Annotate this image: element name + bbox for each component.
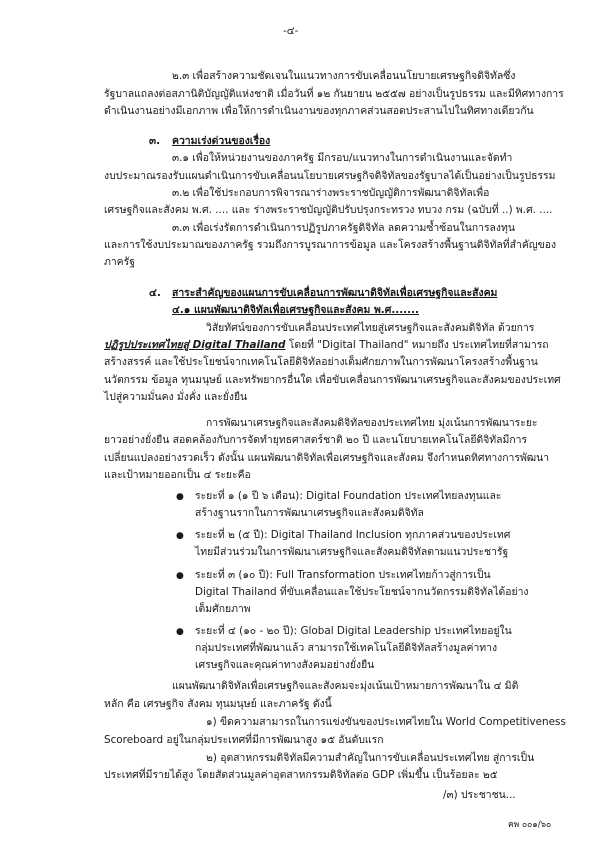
phase-line: ระยะที่ ๒ (๕ ปี): Digital Thailand Inclusion ทุกภาคส่วนของประเทศ <box>195 529 511 541</box>
phase-line: กลุ่มประเทศที่พัฒนาแล้ว สามารถใช้เทคโนโลยีดิจิทัลสร้างมูลค่าทาง <box>195 642 498 654</box>
bullet-icon: ● <box>176 571 184 581</box>
phase-line: ไทยมีส่วนร่วมในการพัฒนาเศรษฐกิจและสังคมดิจิทัลตามแนวประชารัฐ <box>195 546 509 558</box>
paragraph-line: ๓.๒ เพื่อใช้ประกอบการพิจารณาร่างพระราชบัญญัติการพัฒนาดิจิทัลเพื่อ <box>172 187 490 199</box>
section-number: ๓. <box>149 135 161 147</box>
continuation-text: /๓) ประชาชน... <box>443 789 516 801</box>
phase-line: ระยะที่ ๑ (๑ ปี ๖ เดือน): Digital Foundation ประเทศไทยลงทุนและ <box>195 490 502 502</box>
paragraph-text: โดยที่ "Digital Thailand" หมายถึง ประเทศไทยที่สามารถ <box>285 339 549 351</box>
paragraph-line: ดำเนินงานอย่างมีเอกภาพ เพื่อให้การดำเนินงานของทุกภาคส่วนสอดประสานไปในทิศทางเดียวกัน <box>104 105 534 117</box>
paragraph-line: งบประมาณรองรับแผนดำเนินการขับเคลื่อนนโยบายเศรษฐกิจดิจิทัลของรัฐบาลได้เป็นอย่างเป็นรูปธรรม <box>104 170 556 182</box>
paragraph-line: เปลี่ยนแปลงอย่างรวดเร็ว ดังนั้น แผนพัฒนาดิจิทัลเพื่อเศรษฐกิจและสังคม จึงกำหนดทิศทางการพัฒนา <box>104 452 550 464</box>
subsection-heading: ๔.๑ แผนพัฒนาดิจิทัลเพื่อเศรษฐกิจและสังคม พ.ศ....... <box>172 304 419 316</box>
paragraph-line <box>104 338 549 353</box>
paragraph-line: ภาครัฐ <box>104 256 135 268</box>
paragraph-line: นวัตกรรม ข้อมูล ทุนมนุษย์ และทรัพยากรอื่นใด เพื่อขับเคลื่อนการพัฒนาเศรษฐกิจและสังคมของประเทศ <box>104 374 561 386</box>
paragraph-line: ๑) ขีดความสามารถในการแข่งขันของประเทศไทยใน World Competitiveness <box>206 716 566 728</box>
paragraph-line: Scoreboard อยู่ในกลุ่มประเทศที่มีการพัฒนาสูง ๑๕ อันดับแรก <box>104 734 384 746</box>
phase-line: ระยะที่ ๔ (๑๐ - ๒๐ ปี): Global Digital Leadership ประเทศไทยอยู่ใน <box>195 625 512 637</box>
paragraph-line: ยาวอย่างยั่งยืน สอดคล้องกับการจัดทำยุทธศาสตร์ชาติ ๒๐ ปี และนโยบายเทคโนโลยีดิจิทัลมีการ <box>104 434 528 446</box>
page-number: -๔- <box>283 25 299 37</box>
paragraph-line: สร้างสรรค์ และใช้ประโยชน์จากเทคโนโลยีดิจิทัลอย่างเต็มศักยภาพในการพัฒนาโครงสร้างพื้นฐาน <box>104 356 538 368</box>
phase-line: Digital Thailand ที่ขับเคลื่อนและใช้ประโยชน์จากนวัตกรรมดิจิทัลได้อย่าง <box>195 586 529 598</box>
section-heading: ความเร่งด่วนของเรื่อง <box>172 135 271 147</box>
paragraph-line: ไปสู่ความมั่นคง มั่งคั่ง และยั่งยืน <box>104 391 248 403</box>
paragraph-line: และเป้าหมายออกเป็น ๔ ระยะคือ <box>104 469 251 481</box>
paragraph-line: และการใช้งบประมาณของภาครัฐ รวมถึงการบูรณาการข้อมูล และโครงสร้างพื้นฐานดิจิทัลที่สำคัญของ <box>104 239 557 251</box>
emphasis-text: ปฏิรูปประเทศไทยสู่ Digital Thailand <box>104 339 286 351</box>
footer-code: คพ ๐๐๑/๖๐ <box>508 820 552 830</box>
phase-line: ระยะที่ ๓ (๑๐ ปี): Full Transformation ประเทศไทยก้าวสู่การเป็น <box>195 569 491 581</box>
paragraph-line: ประเทศที่มีรายได้สูง โดยสัดส่วนมูลค่าอุตสาหกรรมดิจิทัลต่อ GDP เพิ่มขึ้น เป็นร้อยละ ๒๕ <box>104 769 498 781</box>
paragraph-line: ๓.๑ เพื่อให้หน่วยงานของภาครัฐ มีกรอบ/แนวทางในการดำเนินงานและจัดทำ <box>172 152 513 164</box>
bullet-icon: ● <box>176 627 184 637</box>
paragraph-line: ๓.๓ เพื่อเร่งรัดการดำเนินการปฏิรูปภาครัฐดิจิทัล ลดความซ้ำซ้อนในการลงทุน <box>172 222 515 234</box>
section-heading: สาระสำคัญของแผนการขับเคลื่อนการพัฒนาดิจิทัลเพื่อเศรษฐกิจและสังคม <box>172 287 498 299</box>
bullet-icon: ● <box>176 492 184 502</box>
paragraph-line: เศรษฐกิจและสังคม พ.ศ. .... และ ร่างพระราชบัญญัติปรับปรุงกระทรวง ทบวง กรม (ฉบับที่ ..) พ.ศ. .... <box>104 204 553 216</box>
paragraph-line: หลัก คือ เศรษฐกิจ สังคม ทุนมนุษย์ และภาครัฐ ดังนี้ <box>104 698 332 710</box>
paragraph-line: ๒.๓ เพื่อสร้างความชัดเจนในแนวทางการขับเคลื่อนนโยบายเศรษฐกิจดิจิทัลซึ่ง <box>172 70 516 82</box>
phase-line: สร้างฐานรากในการพัฒนาเศรษฐกิจและสังคมดิจิทัล <box>195 507 424 519</box>
section-number: ๔. <box>149 287 161 299</box>
phase-line: เต็มศักยภาพ <box>195 603 251 615</box>
paragraph-line: รัฐบาลแถลงต่อสภานิติบัญญัติแห่งชาติ เมื่อวันที่ ๑๒ กันยายน ๒๕๕๗ อย่างเป็นรูปธรรม และมีทิศทางการ <box>104 88 564 100</box>
paragraph-line: การพัฒนาเศรษฐกิจและสังคมดิจิทัลของประเทศไทย มุ่งเน้นการพัฒนาระยะ <box>206 417 538 429</box>
paragraph-line: แผนพัฒนาดิจิทัลเพื่อเศรษฐกิจและสังคมจะมุ่งเน้นเป้าหมายการพัฒนาใน ๔ มิติ <box>172 680 519 692</box>
paragraph-line: ๒) อุตสาหกรรมดิจิทัลมีความสำคัญในการขับเคลื่อนประเทศไทย สู่การเป็น <box>206 752 535 764</box>
phase-line: เศรษฐกิจและคุณค่าทางสังคมอย่างยั่งยืน <box>195 659 375 671</box>
paragraph-line: วิสัยทัศน์ของการขับเคลื่อนประเทศไทยสู่เศรษฐกิจและสังคมดิจิทัล ด้วยการ <box>206 322 535 334</box>
bullet-icon: ● <box>176 531 184 541</box>
